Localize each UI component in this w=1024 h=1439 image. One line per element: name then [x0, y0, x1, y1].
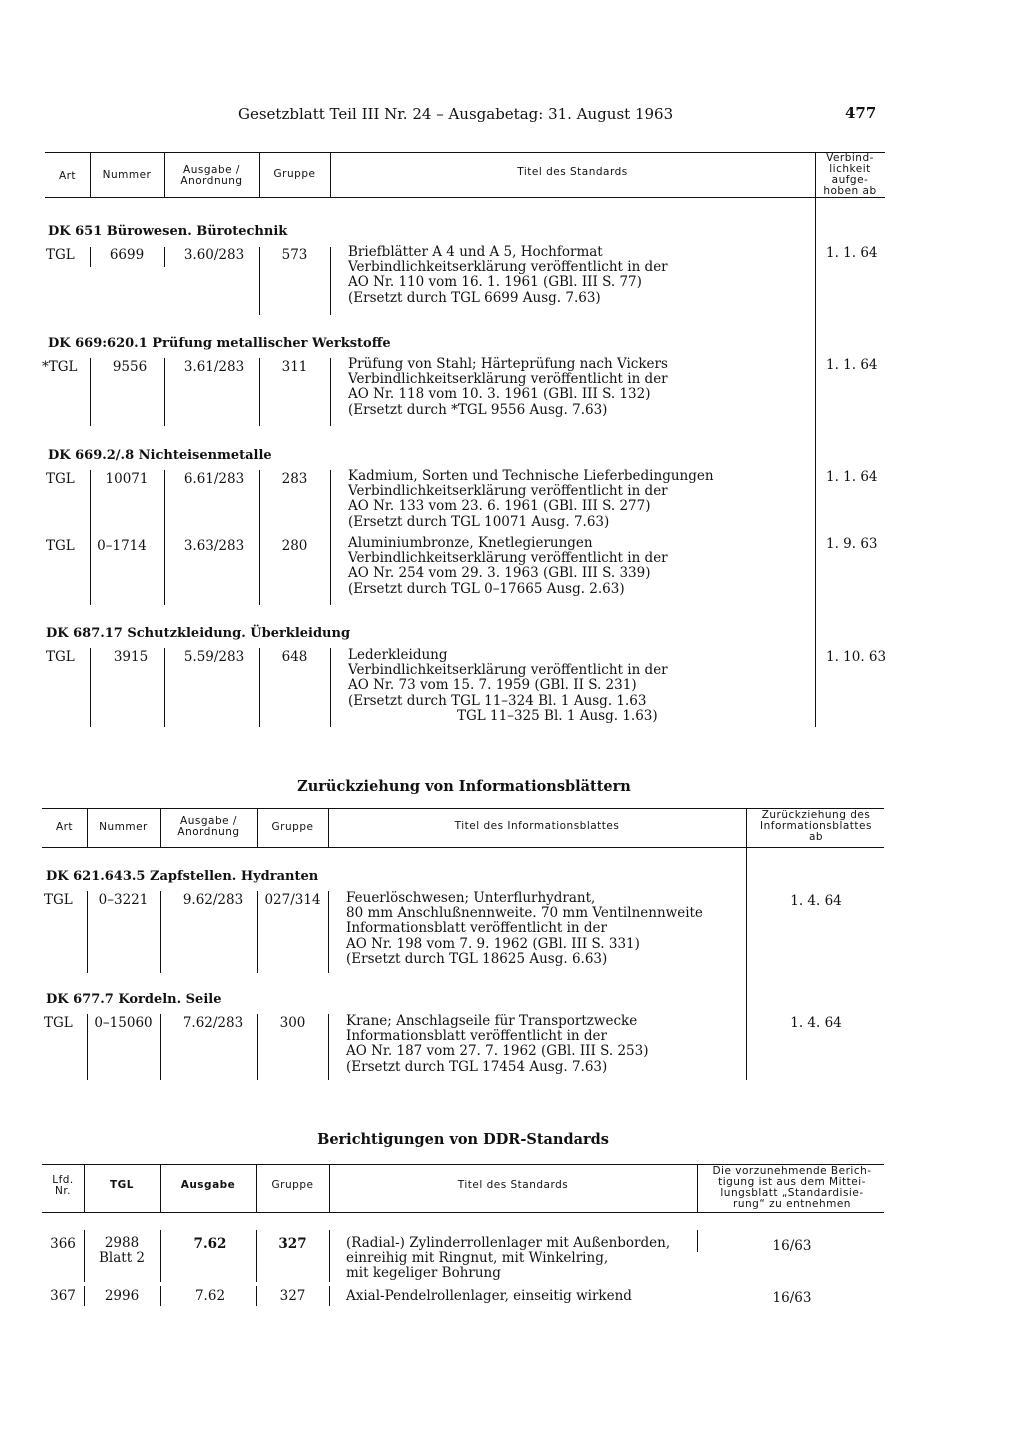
cell-titel: Briefblätter A 4 und A 5, Hochformat Verbindlichkeitserklärung veröffentlicht in der AO Nr. 110 vom 16. 1. 1961 (GBl. III S. 77) (Ersetzt durch TGL 6699 Ausg. 7.63) [348, 244, 668, 306]
cell-ref: 16/63 [772, 1290, 812, 1306]
cell-nummer: 10071 [105, 471, 149, 487]
section-heading: DK 669.2/.8 Nichteisenmetalle [48, 448, 272, 463]
cell-datum: 1. 1. 64 [826, 357, 878, 373]
cell-gruppe: 027/314 [264, 892, 321, 908]
cell-titel: Prüfung von Stahl; Härteprüfung nach Vickers Verbindlichkeitserklärung veröffentlicht in der AO Nr. 118 vom 10. 3. 1961 (GBl. III S. 132) (Ersetzt durch *TGL 9556 Ausg. 7.63) [348, 356, 668, 418]
cell-titel: Feuerlöschwesen; Unterflurhydrant, 80 mm Anschlußnennweite. 70 mm Ventilnennweite Informationsblatt veröffentlicht in der AO Nr. 198 vom 7. 9. 1962 (GBl. III S. 331) (Ersetzt durch TGL 18625 Ausg. 6.63) [346, 890, 703, 967]
col-header-ausgabe: Ausgabe / Anordnung [177, 815, 240, 838]
cell-datum: 1. 4. 64 [790, 893, 842, 909]
cell-titel: Axial-Pendelrollenlager, einseitig wirkend [346, 1288, 632, 1304]
cell-datum: 1. 1. 64 [826, 245, 878, 261]
cell-datum: 1. 4. 64 [790, 1015, 842, 1031]
cell-gruppe: 300 [279, 1015, 306, 1031]
cell-gruppe: 280 [281, 538, 308, 554]
cell-art: *TGL [42, 359, 78, 375]
cell-ausgabe: 7.62 [194, 1288, 226, 1304]
section-heading: DK 651 Bürowesen. Bürotechnik [48, 224, 288, 239]
col-header-nummer: Nummer [99, 821, 148, 833]
section-title-corrections: Berichtigungen von DDR-Standards [317, 1131, 609, 1148]
col-header-zurueckziehung: Zurückziehung des Informationsblattes ab [760, 809, 872, 843]
cell-art: TGL [46, 471, 75, 487]
cell-art: TGL [44, 1015, 73, 1031]
cell-gruppe: 648 [281, 649, 308, 665]
cell-ausgabe: 3.63/283 [183, 538, 245, 554]
cell-art: TGL [46, 649, 75, 665]
cell-nummer: 9556 [112, 359, 148, 375]
cell-ausgabe: 3.61/283 [183, 359, 245, 375]
cell-nr: 366 [50, 1236, 76, 1252]
col-header-gruppe: Gruppe [273, 168, 316, 180]
cell-ausgabe: 7.62/283 [182, 1015, 244, 1031]
cell-nummer: 0–1714 [97, 538, 147, 554]
cell-datum: 1. 1. 64 [826, 469, 878, 485]
cell-titel: Krane; Anschlagseile für Transportzwecke Informationsblatt veröffentlicht in der AO Nr. 187 vom 27. 7. 1962 (GBl. III S. 253) (Ersetzt durch TGL 17454 Ausg. 7.63) [346, 1013, 649, 1075]
cell-gruppe: 327 [279, 1288, 306, 1304]
col-header-ausgabe: Ausgabe / Anordnung [180, 164, 243, 187]
section-heading: DK 669:620.1 Prüfung metallischer Werkstoffe [48, 336, 391, 351]
col-header-verbindlichkeit: Verbind- lichkeit aufge- hoben ab [823, 152, 877, 197]
section-heading: DK 677.7 Kordeln. Seile [46, 992, 222, 1007]
col-header-ausgabe: Ausgabe [180, 1179, 236, 1191]
cell-gruppe: 311 [281, 359, 308, 375]
cell-nr: 367 [50, 1288, 76, 1304]
cell-art: TGL [46, 247, 75, 263]
cell-nummer: 6699 [109, 247, 145, 263]
cell-nummer: 0–15060 [94, 1015, 153, 1031]
col-header-art: Art [58, 170, 77, 182]
col-header-nummer: Nummer [102, 169, 152, 181]
col-header-lfd-nr: Lfd. Nr. [52, 1174, 74, 1197]
cell-titel: (Radial-) Zylinderrollenlager mit Außenborden, einreihig mit Ringnut, mit Winkelring, mit kegeliger Bohrung [346, 1235, 671, 1282]
cell-gruppe: 327 [278, 1236, 307, 1252]
col-header-titel: Titel des Standards [517, 166, 628, 178]
section-title-withdrawal: Zurückziehung von Informationsblättern [297, 778, 631, 795]
cell-art: TGL [44, 892, 73, 908]
cell-nummer: 0–3221 [98, 892, 149, 908]
page-header-title: Gesetzblatt Teil III Nr. 24 – Ausgabetag: 31. August 1963 [238, 105, 674, 123]
cell-datum: 1. 9. 63 [826, 536, 878, 552]
cell-gruppe: 283 [281, 471, 308, 487]
col-header-tgl: TGL [110, 1179, 134, 1191]
cell-ausgabe: 7.62 [193, 1236, 227, 1252]
cell-ausgabe: 9.62/283 [182, 892, 244, 908]
col-header-titel: Titel des Informationsblattes [454, 820, 620, 832]
section-heading: DK 621.643.5 Zapfstellen. Hydranten [46, 869, 319, 884]
cell-titel: Lederkleidung Verbindlichkeitserklärung veröffentlicht in der AO Nr. 73 vom 15. 7. 1959 (GBl. II S. 231) (Ersetzt durch TGL 11–324 Bl. 1 Ausg. 1.63 TGL 11–325 Bl. 1 Ausg. 1.63) [348, 647, 668, 724]
col-header-titel: Titel des Standards [457, 1179, 569, 1191]
cell-ausgabe: 5.59/283 [183, 649, 245, 665]
cell-titel: Kadmium, Sorten und Technische Lieferbedingungen Verbindlichkeitserklärung veröffentlicht in der AO Nr. 133 vom 23. 6. 1961 (GBl. III S. 277) (Ersetzt durch TGL 10071 Ausg. 7.63) [348, 468, 714, 530]
cell-tgl: 2996 [104, 1288, 140, 1304]
col-header-note: Die vorzunehmende Berich- tigung ist aus dem Mittei- lungsblatt „Standardisie- rung“ zu entnehmen [712, 1165, 872, 1210]
cell-ausgabe: 3.60/283 [183, 247, 245, 263]
cell-gruppe: 573 [281, 247, 308, 263]
page-number: 477 [845, 104, 877, 122]
cell-titel: Aluminiumbronze, Knetlegierungen Verbindlichkeitserklärung veröffentlicht in der AO Nr. 254 vom 29. 3. 1963 (GBl. III S. 339) (Ersetzt durch TGL 0–17665 Ausg. 2.63) [348, 535, 668, 597]
cell-ausgabe: 6.61/283 [183, 471, 245, 487]
col-header-art: Art [55, 821, 74, 833]
cell-nummer: 3915 [113, 649, 149, 665]
cell-datum: 1. 10. 63 [826, 649, 887, 665]
section-heading: DK 687.17 Schutzkleidung. Überkleidung [46, 626, 351, 641]
col-header-gruppe: Gruppe [271, 821, 314, 833]
col-header-gruppe: Gruppe [271, 1179, 314, 1191]
cell-ref: 16/63 [772, 1238, 812, 1254]
cell-tgl: 2988 Blatt 2 [98, 1235, 146, 1267]
cell-art: TGL [46, 538, 75, 554]
